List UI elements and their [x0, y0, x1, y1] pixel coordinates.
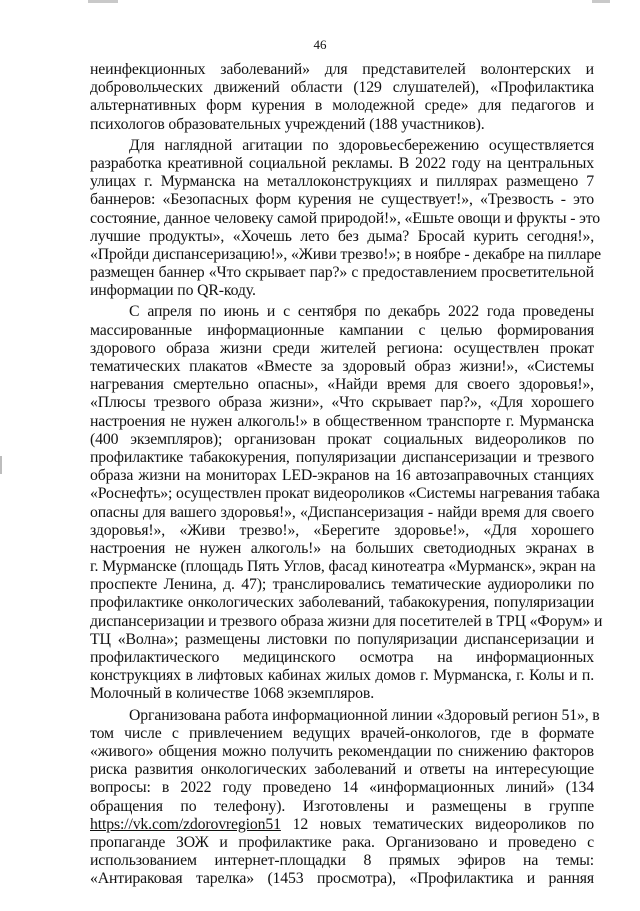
text-line: альтернативных форм курения в молодежной среде» для педагогов и [90, 97, 594, 115]
text-line: здоровья!», «Живи трезво!», «Берегите здоровье!», «Для хорошего [90, 521, 594, 539]
text-line: добровольческих движений области (129 слушателей), «Профилактика [90, 79, 594, 97]
text-line: улицах г. Мурманска на металлоконструкциях и пиллярах размещено 7 [90, 173, 594, 191]
text-line: «Роснефть»; осуществлен прокат видеороликов «Системы нагревания табака [90, 485, 600, 503]
paragraph-3 [90, 303, 603, 703]
text-line: С апреля по июнь и с сентября по декабрь 2022 года проведены [129, 303, 594, 321]
vk-group-link[interactable]: https://vk.com/zdorovregion51 [90, 815, 281, 833]
text-line: нагревания смертельно опасны», «Найди время для своего здоровья!», [90, 376, 594, 394]
text-line: конструкциях в лифтовых кабинах жилых домов г. Мурманска, г. Колы и п. [90, 667, 594, 685]
text-line: (400 экземпляров); организован прокат социальных видеороликов по [90, 430, 594, 448]
text-line: неинфекционных заболеваний» для представителей волонтерских и [90, 61, 594, 78]
text-line: «живого» общения можно получить рекомендации по снижению факторов [90, 742, 594, 760]
text-line-with-link [90, 816, 594, 834]
paragraph-2 [90, 136, 601, 301]
text-line: риска развития онкологических заболеваний и ответы на интересующие [90, 761, 594, 779]
text-line: настроения не нужен алкоголь!» на больших светодиодных экранах в [90, 539, 594, 557]
text-line: «Пройди диспансеризацию!», «Живи трезво!»; в ноябре - декабре на пилларе [90, 245, 601, 263]
text-line: Для наглядной агитации по здоровьесбережению осуществляется [129, 136, 594, 154]
text-line: состояние, данное человеку самой природой!», «Ешьте овощи и фрукты - это [90, 209, 601, 227]
text-line: обращения по телефону). Изготовлены и размещены в группе [90, 797, 594, 815]
text-line: вопросы: в 2022 году проведено 14 «информационных линий» (134 [90, 779, 594, 797]
text-line: использованием интернет-площадки 8 прямых эфиров на темы: [90, 852, 594, 870]
scan-edge-top [0, 0, 640, 3]
text-line: массированные информационные кампании с целью формирования [90, 321, 594, 339]
text-line: ТЦ «Волна»; размещены листовки по популяризации диспансеризации и [90, 630, 594, 648]
text-line: профилактике табакокурения, популяризации диспансеризации и трезвого [90, 448, 594, 466]
text-line: опасны для вашего здоровья!», «Диспансеризация - найди время для своего [90, 503, 594, 521]
text-line: диспансеризации и трезвого образа жизни для посетителей в ТРЦ «Форум» и [90, 612, 603, 630]
text-line: «Плюсы трезвого образа жизни», «Что скрывает пар?», «Для хорошего [90, 394, 594, 412]
text-line: образа жизни на мониторах LED-экранов на 16 автозаправочных станциях [90, 467, 594, 485]
text-line: баннеров: «Безопасных форм курения не существует!», «Трезвость - это [90, 191, 594, 209]
paragraph-1 [90, 61, 594, 134]
text-line: пропаганде ЗОЖ и профилактике рака. Организовано и проведено с [90, 833, 594, 851]
text-line: тематических плакатов «Вместе за здоровый образ жизни!», «Системы [90, 358, 594, 375]
text-line: профилактике онкологических заболеваний, табакокурения, популяризации [90, 594, 594, 612]
text-line: профилактического медицинского осмотра на информационных [90, 649, 594, 666]
link-line-rest: 12 новых тематических видеороликов по [280, 815, 594, 833]
text-line: настроения не нужен алкоголь!» в общественном транспорте г. Мурманска [90, 412, 594, 430]
text-line: психологов образовательных учреждений (188 участников). [90, 115, 485, 133]
text-line: здорового образа жизни среди жителей региона: осуществлен прокат [90, 339, 594, 357]
paragraph-4 [90, 706, 600, 889]
scan-mark-left [0, 456, 2, 474]
page-number: 46 [313, 37, 327, 52]
text-line: размещен баннер «Что скрывает пар?» с предоставлением просветительной [90, 264, 594, 282]
body-text [90, 61, 603, 888]
text-line: Молочный в количестве 1068 экземпляров. [90, 685, 375, 703]
text-line: том числе с привлечением ведущих врачей-онкологов, где в формате [90, 724, 594, 742]
text-line: г. Мурманске (площадь Пять Углов, фасад кинотеатра «Мурманск», экран на [90, 558, 596, 576]
text-line: проспекте Ленина, д. 47); транслировались тематические аудиоролики по [90, 576, 594, 594]
text-line: «Антираковая тарелка» (1453 просмотра), «Профилактика и ранняя [90, 870, 594, 888]
text-line: информации по QR-коду. [90, 282, 256, 300]
text-line: Организована работа информационной линии «Здоровый регион 51», в [129, 706, 600, 724]
text-line: разработка креативной социальной рекламы. В 2022 году на центральных [90, 154, 594, 172]
text-line: лучшие продукты», «Хочешь лето без дыма? Бросай курить сегодня!», [90, 227, 594, 245]
